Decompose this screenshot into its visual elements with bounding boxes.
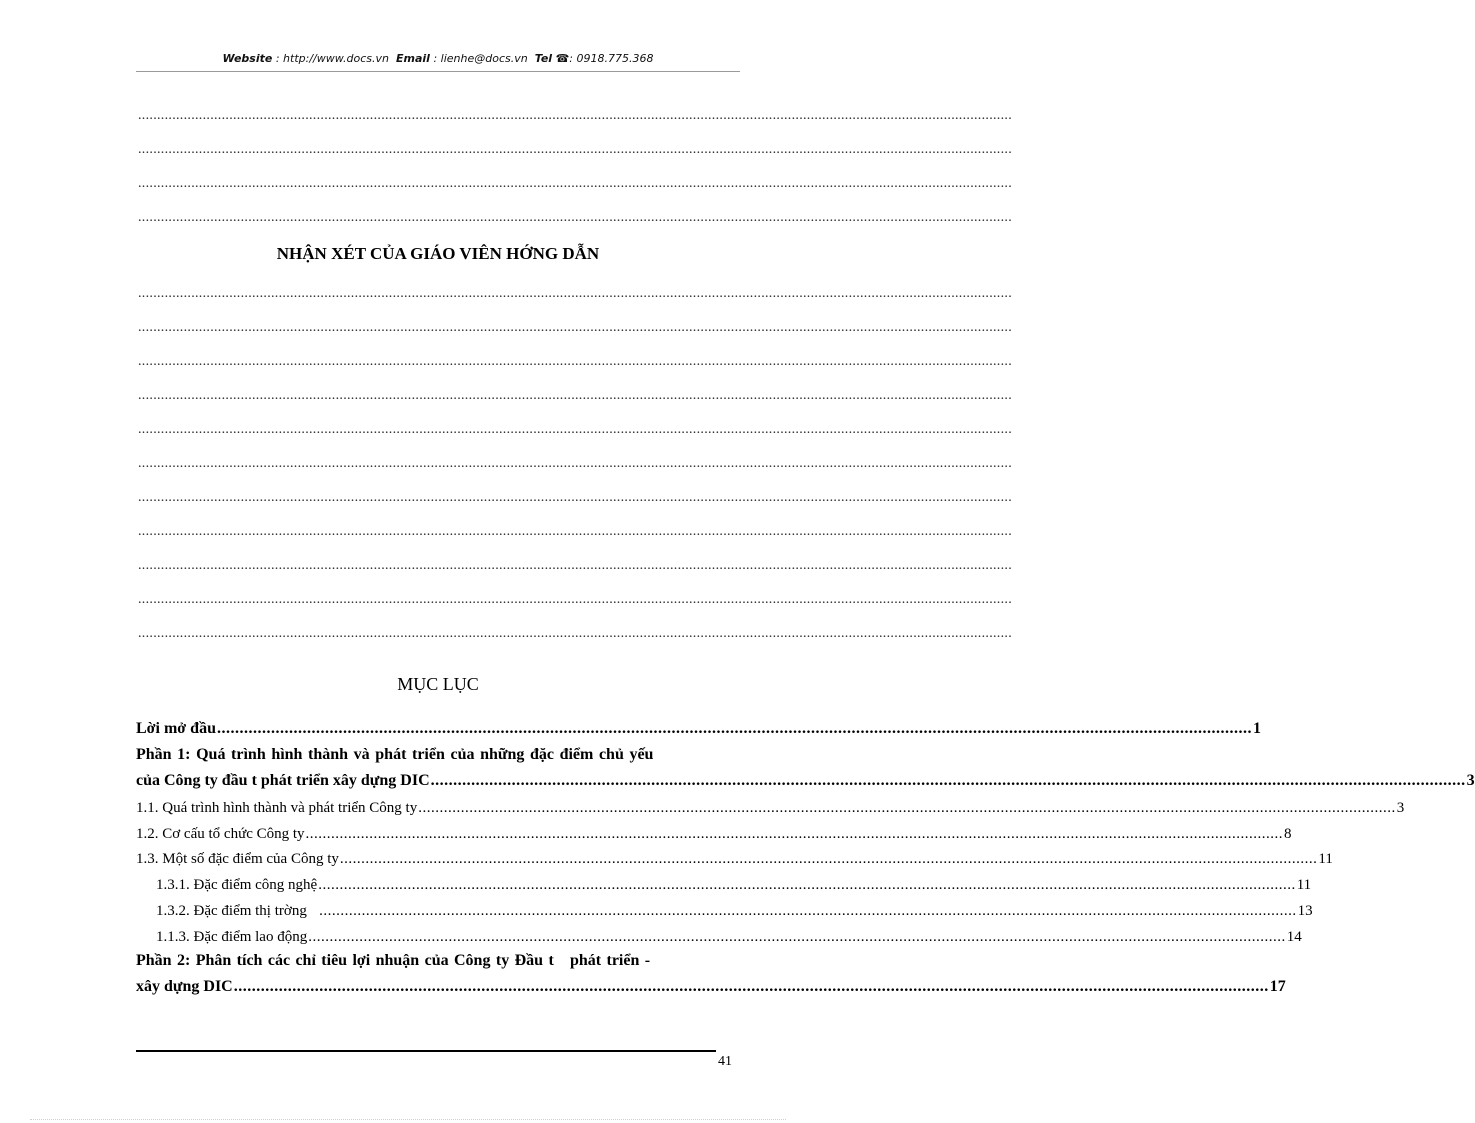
toc-leader: ...................................................................................................................................................................................................................................... <box>319 903 1297 919</box>
dotted-line: ...................................................................................................................................................................................................................................... <box>138 422 1012 437</box>
toc-entry-page: 8 <box>1284 826 1292 842</box>
dotted-line: ...................................................................................................................................................................................................................................... <box>138 286 1012 301</box>
toc-entry-title: Phần 1: Quá trình hình thành và phát triển của những đặc điểm chủ yếu <box>136 746 654 763</box>
toc-entry-title: 1.1. Quá trình hình thành và phát triển Công ty <box>136 800 418 816</box>
toc-entry-page: 14 <box>1286 929 1302 945</box>
page-bottom-border <box>30 1119 786 1120</box>
dotted-line: ...................................................................................................................................................................................................................................... <box>138 626 1012 641</box>
toc-entry-page: 13 <box>1297 903 1313 919</box>
tel-label: Tel <box>534 52 553 65</box>
phone-icon: ☎ <box>555 52 570 65</box>
dotted-line: ...................................................................................................................................................................................................................................... <box>138 176 1012 191</box>
dotted-line: ...................................................................................................................................................................................................................................... <box>138 210 1012 225</box>
toc-entry-title: 1.3.1. Đặc điểm công nghệ <box>156 877 318 893</box>
toc-entry-part1[interactable] <box>136 746 740 764</box>
toc-entry-page: 1 <box>1252 720 1261 737</box>
dotted-line: ...................................................................................................................................................................................................................................... <box>138 592 1012 607</box>
website-value: : http://www.docs.vn <box>275 52 390 65</box>
review-heading: NHẬN XÉT CỦA GIÁO VIÊN HỚNG DẪN <box>276 244 600 263</box>
website-label: Website <box>222 52 273 65</box>
toc-leader: ...................................................................................................................................................................................................................................... <box>305 826 1284 842</box>
page-number: 41 <box>718 1054 732 1069</box>
dotted-line: ...................................................................................................................................................................................................................................... <box>138 142 1012 157</box>
email-label: Email <box>396 52 430 65</box>
email-value: : lienhe@docs.vn <box>433 52 528 65</box>
toc-entry-part2-cont[interactable] <box>136 978 1286 996</box>
toc-entry-1-1-3[interactable] <box>156 929 1302 946</box>
toc-entry-title: 1.2. Cơ cấu tổ chức Công ty <box>136 826 305 842</box>
toc-leader: ...................................................................................................................................................................................................................................... <box>308 929 1286 945</box>
page-header <box>136 52 740 65</box>
toc-leader: ...................................................................................................................................................................................................................................... <box>318 877 1296 893</box>
toc-entry-title: 1.1.3. Đặc điểm lao động <box>156 929 308 945</box>
dotted-line: ...................................................................................................................................................................................................................................... <box>138 524 1012 539</box>
toc-entry-1-1[interactable] <box>136 800 1405 817</box>
toc-entry-intro[interactable] <box>136 720 1261 738</box>
toc-entry-page: 11 <box>1318 851 1333 867</box>
footer-divider <box>136 1050 716 1052</box>
toc-entry-1-2[interactable] <box>136 826 1292 843</box>
toc-entry-page: 3 <box>1396 800 1405 816</box>
dotted-line: ...................................................................................................................................................................................................................................... <box>138 354 1012 369</box>
toc-leader: ...................................................................................................................................................................................................................................... <box>418 800 1396 816</box>
toc-entry-page: 11 <box>1296 877 1312 893</box>
toc-entry-title: của Công ty đầu t phát triển xây dựng DIC <box>136 772 430 789</box>
toc-entry-page: 3 <box>1466 772 1475 789</box>
toc-entry-title: Phần 2: Phân tích các chỉ tiêu lợi nhuận của Công ty Đầu t phát triển - <box>136 952 651 969</box>
dotted-line: ...................................................................................................................................................................................................................................... <box>138 456 1012 471</box>
toc-entry-title: 1.3.2. Đặc điểm thị trờng <box>156 903 319 919</box>
tel-value: : 0918.775.368 <box>569 52 654 65</box>
toc-entry-title: 1.3. Một số đặc điểm của Công ty <box>136 851 339 867</box>
header-divider <box>136 71 740 72</box>
dotted-line: ...................................................................................................................................................................................................................................... <box>138 320 1012 335</box>
toc-heading: MỤC LỤC <box>397 674 479 694</box>
dotted-line: ...................................................................................................................................................................................................................................... <box>138 558 1012 573</box>
dotted-line: ...................................................................................................................................................................................................................................... <box>138 490 1012 505</box>
toc-entry-page: 17 <box>1269 978 1286 995</box>
toc-entry-title: xây dựng DIC <box>136 978 233 995</box>
dotted-line: ...................................................................................................................................................................................................................................... <box>138 388 1012 403</box>
toc-leader: ...................................................................................................................................................................................................................................... <box>233 978 1269 995</box>
toc-entry-title: Lời mở đầu <box>136 720 216 737</box>
toc-entry-part1-cont[interactable] <box>136 772 1475 790</box>
toc-entry-1-3-1[interactable] <box>156 877 1312 894</box>
dotted-line: ...................................................................................................................................................................................................................................... <box>138 108 1012 123</box>
toc-leader: ...................................................................................................................................................................................................................................... <box>430 772 1466 789</box>
toc-entry-1-3-2[interactable] <box>156 903 1313 920</box>
toc-entry-part2[interactable] <box>136 952 740 970</box>
toc-leader: ...................................................................................................................................................................................................................................... <box>216 720 1252 737</box>
toc-leader: ...................................................................................................................................................................................................................................... <box>339 851 1318 867</box>
toc-entry-1-3[interactable] <box>136 851 1333 868</box>
